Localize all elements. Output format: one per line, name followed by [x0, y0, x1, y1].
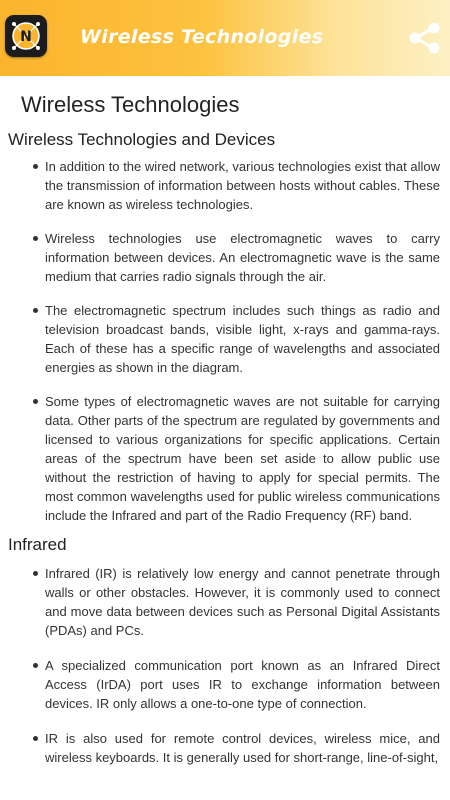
list-item: [8, 229, 440, 286]
bullet-list-infrared: [8, 564, 440, 767]
share-button[interactable]: [406, 20, 442, 56]
bullet-icon: [33, 571, 38, 576]
content-area[interactable]: [0, 76, 450, 767]
list-item: [8, 301, 440, 377]
bullet-icon: [33, 663, 38, 668]
list-item-text: Some types of electromagnetic waves are not suitable for carrying data. Other parts of the spectrum are regulated by governments and licensed to various organizations for specific applications. Certain areas of the spectrum have been set aside to allow public use without the restriction of having to apply for special permits. The most common wavelengths used for public wireless communications include the Infrared and part of the Radio Frequency (RF) band.: [45, 394, 440, 523]
list-item-text: Infrared (IR) is relatively low energy and cannot penetrate through walls or other obstacles. However, it is commonly used to connect and move data between devices such as Personal Digital Assistants (PDAs) and PCs.: [45, 566, 440, 638]
list-item-text: The electromagnetic spectrum includes such things as radio and television broadcast bands, visible light, x-rays and gamma-rays. Each of these has a specific range of wavelengths and associated energies as shown in the diagram.: [45, 303, 440, 375]
list-item: [8, 729, 440, 767]
share-icon: [406, 20, 442, 56]
app-title: Wireless Technologies: [80, 26, 324, 48]
app-logo[interactable]: [5, 15, 47, 57]
list-item-text: In addition to the wired network, various technologies exist that allow the transmission of information between hosts without cables. These are known as wireless technologies.: [45, 159, 440, 212]
n-logo-icon: [5, 15, 47, 57]
section-heading-wireless-devices: Wireless Technologies and Devices: [8, 130, 276, 149]
bullet-icon: [33, 736, 38, 741]
list-item: [8, 392, 440, 525]
bullet-icon: [33, 164, 38, 169]
bullet-icon: [33, 308, 38, 313]
page-title: Wireless Technologies: [21, 92, 240, 117]
svg-text:N: N: [20, 29, 32, 45]
list-item-text: IR is also used for remote control devices, wireless mice, and wireless keyboards. It is generally used for short-range, line-of-sight,: [45, 731, 440, 765]
list-item: [8, 157, 440, 214]
list-item-text: A specialized communication port known as an Infrared Direct Access (IrDA) port uses IR to exchange information between devices. IR only allows a one-to-one type of connection.: [45, 658, 440, 711]
app-bar: [0, 0, 450, 76]
list-item: [8, 564, 440, 640]
bullet-list-wireless-devices: [8, 157, 440, 525]
list-item: [8, 656, 440, 713]
bullet-icon: [33, 399, 38, 404]
bullet-icon: [33, 236, 38, 241]
list-item-text: Wireless technologies use electromagnetic waves to carry information between devices. An electromagnetic wave is the same medium that carries radio signals through the air.: [45, 231, 440, 284]
section-heading-infrared: Infrared: [8, 535, 67, 554]
